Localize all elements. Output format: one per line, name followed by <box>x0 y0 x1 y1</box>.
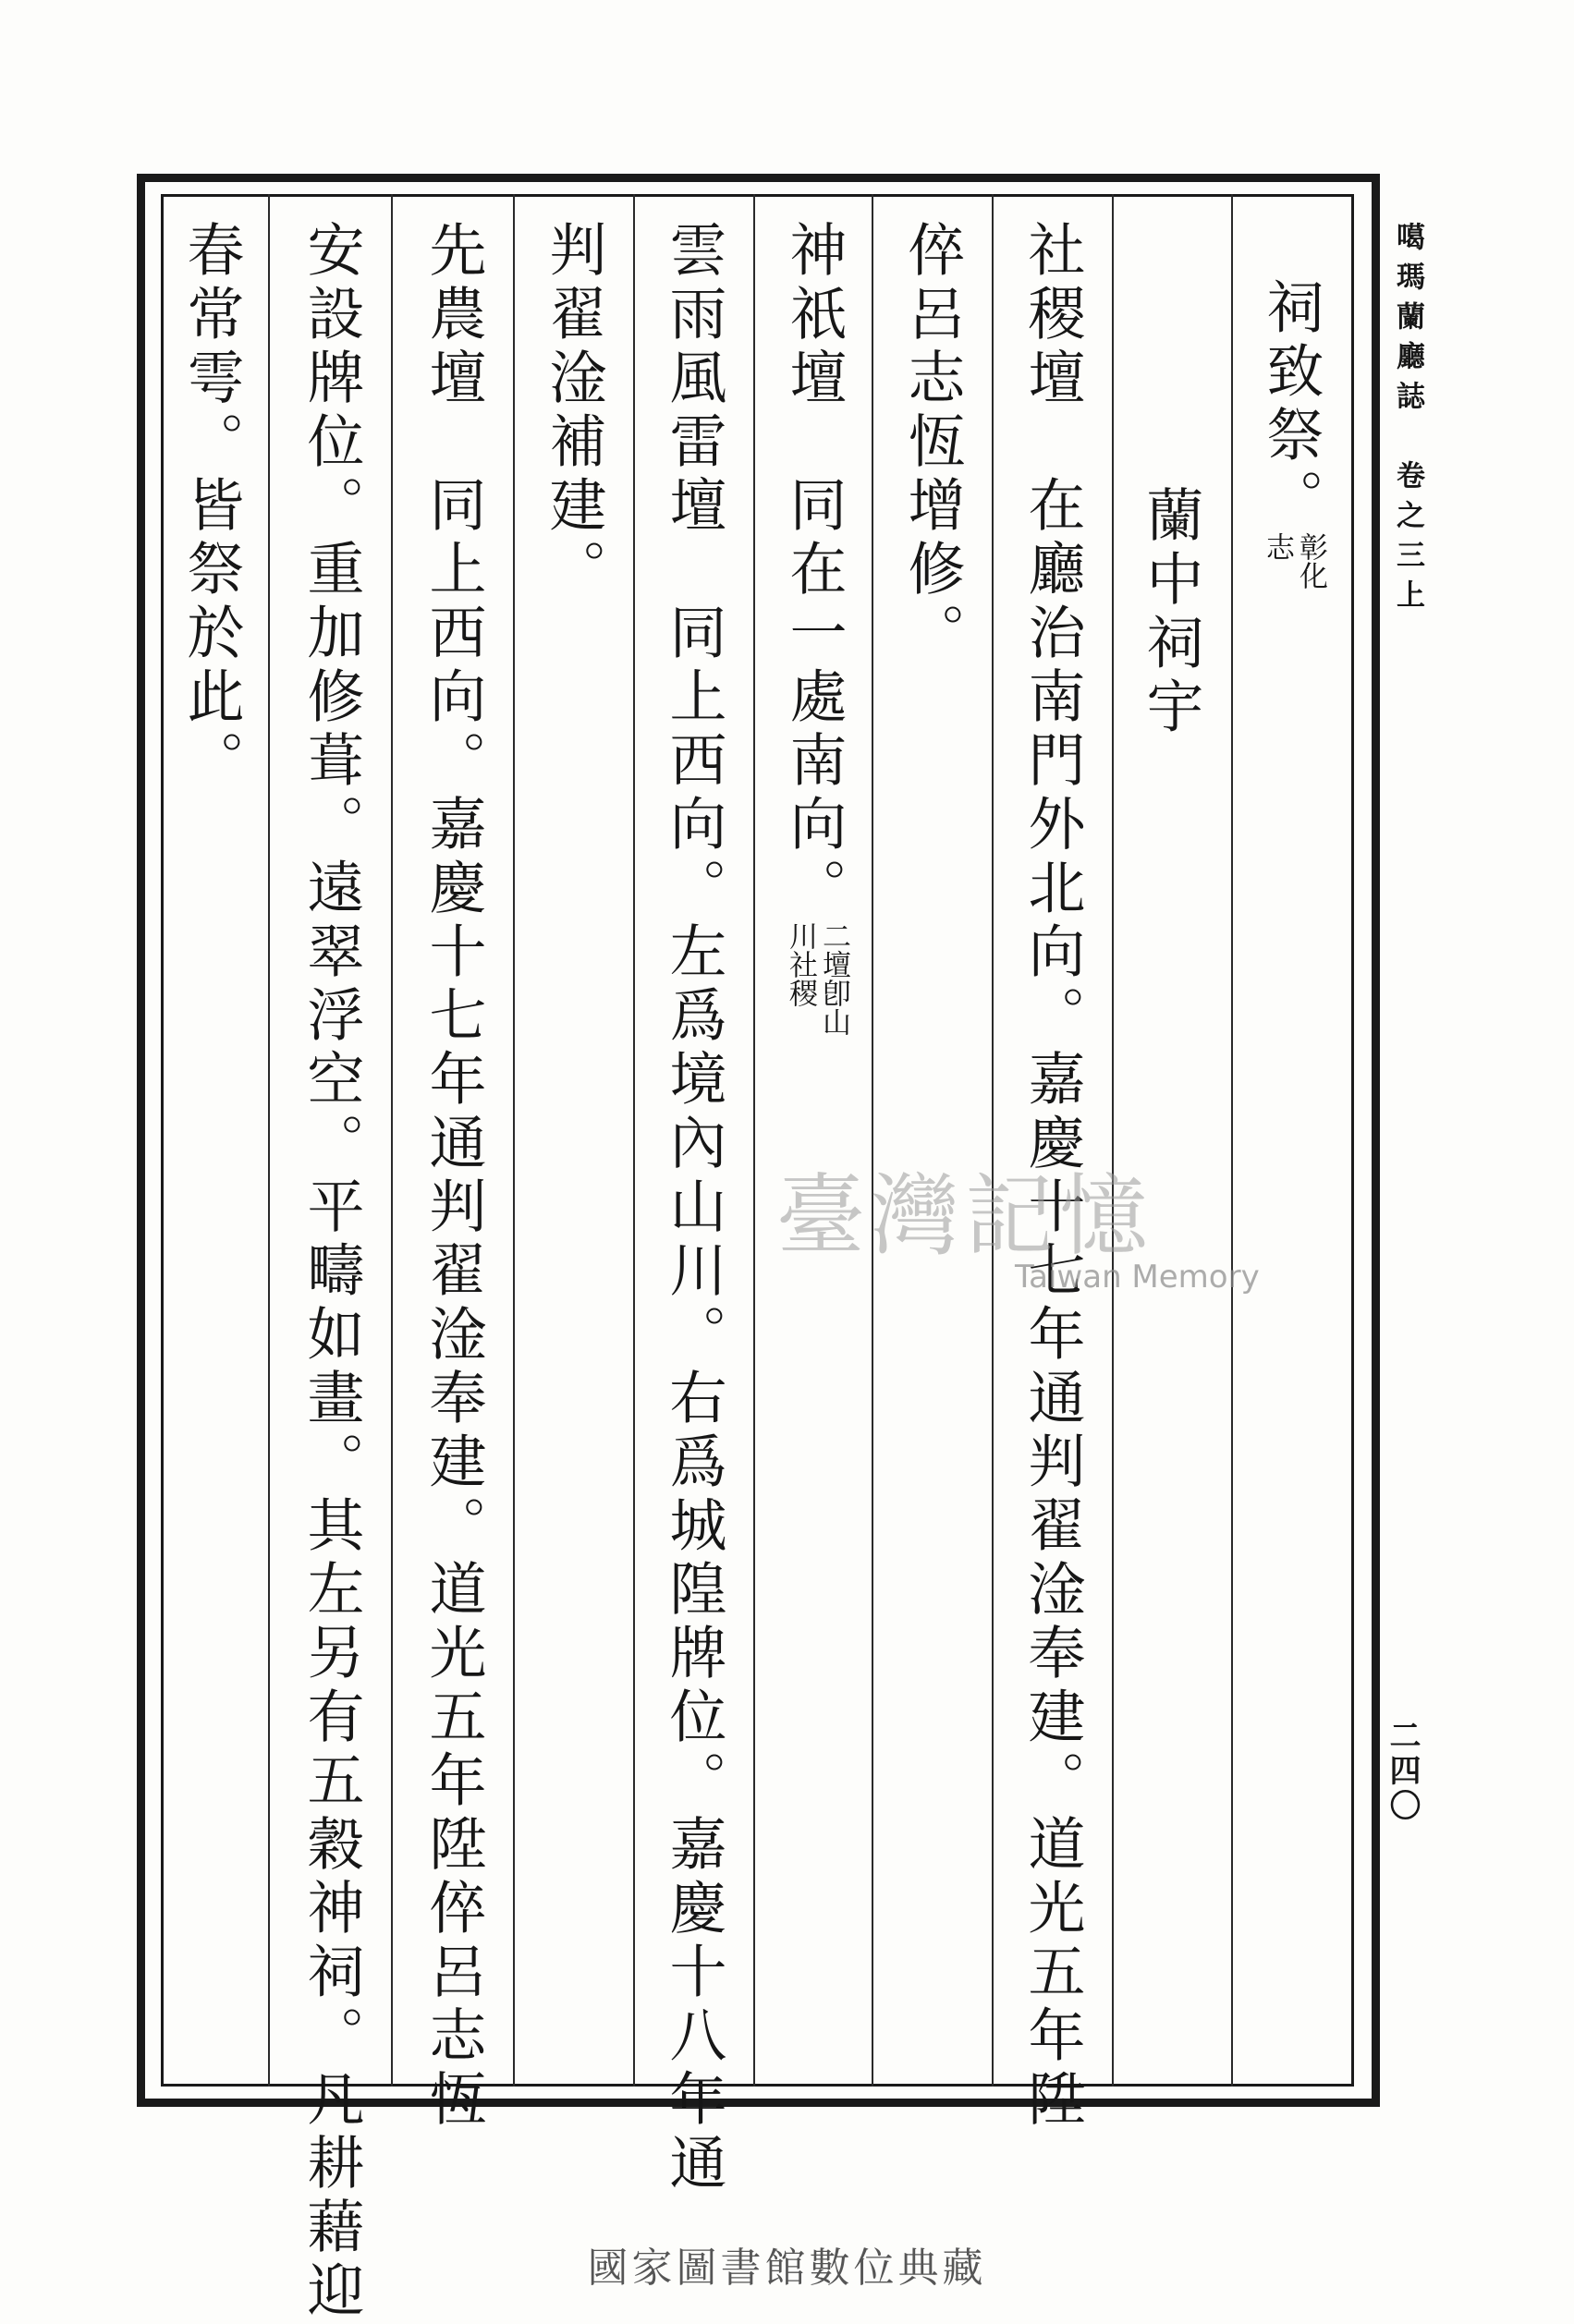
running-head: 噶瑪蘭廳誌 卷之三上 <box>1391 222 1424 619</box>
text-column-5: 神祇壇 同在一處南向。 二壇卽山 川社稷 <box>780 220 850 1036</box>
column-rule <box>513 194 515 2087</box>
column-rule <box>992 194 994 2087</box>
column-rule <box>872 194 873 2087</box>
column-rule <box>753 194 755 2087</box>
interlinear-note: 二壇卽山 川社稷 <box>784 921 850 1036</box>
column-rule <box>268 194 270 2087</box>
watermark-logo: 臺灣記憶 <box>776 1164 1153 1268</box>
text-column-8: 先農壇 同上西向。嘉慶十七年通判翟淦奉建。道光五年陞倅呂志恆 <box>420 220 487 2133</box>
watermark-subtitle: Taiwan Memory <box>1015 1259 1260 1296</box>
text-column-4: 倅呂志恆增修。 <box>898 220 966 666</box>
text-column-6: 雲雨風雷壇 同上西向。左爲境內山川。右爲城隍牌位。嘉慶十八年通 <box>660 220 727 2196</box>
column-rule <box>633 194 635 2087</box>
column-rule <box>1231 194 1233 2087</box>
text-column-1: 祠致祭。 彰化 志 <box>1257 277 1327 590</box>
page-number: 二四〇 <box>1384 1719 1421 1824</box>
text-column-9: 安設牌位。重加修葺。遠翠浮空。平疇如畫。其左另有五穀神祠。凡耕藉迎 <box>298 220 365 2324</box>
section-heading: 蘭中祠宇 <box>1137 421 1204 740</box>
column-rule <box>1112 194 1114 2087</box>
text-column-10: 春常雩。皆祭於此。 <box>177 220 245 794</box>
interlinear-note: 彰化 志 <box>1261 532 1327 590</box>
text-column-3: 社稷壇 在廳治南門外北向。嘉慶十七年通判翟淦奉建。道光五年陞 <box>1019 220 1086 2133</box>
column-rule <box>391 194 393 2087</box>
footer-credit: 國家圖書館數位典藏 <box>587 2245 987 2292</box>
text-column-7: 判翟淦補建。 <box>540 220 607 602</box>
